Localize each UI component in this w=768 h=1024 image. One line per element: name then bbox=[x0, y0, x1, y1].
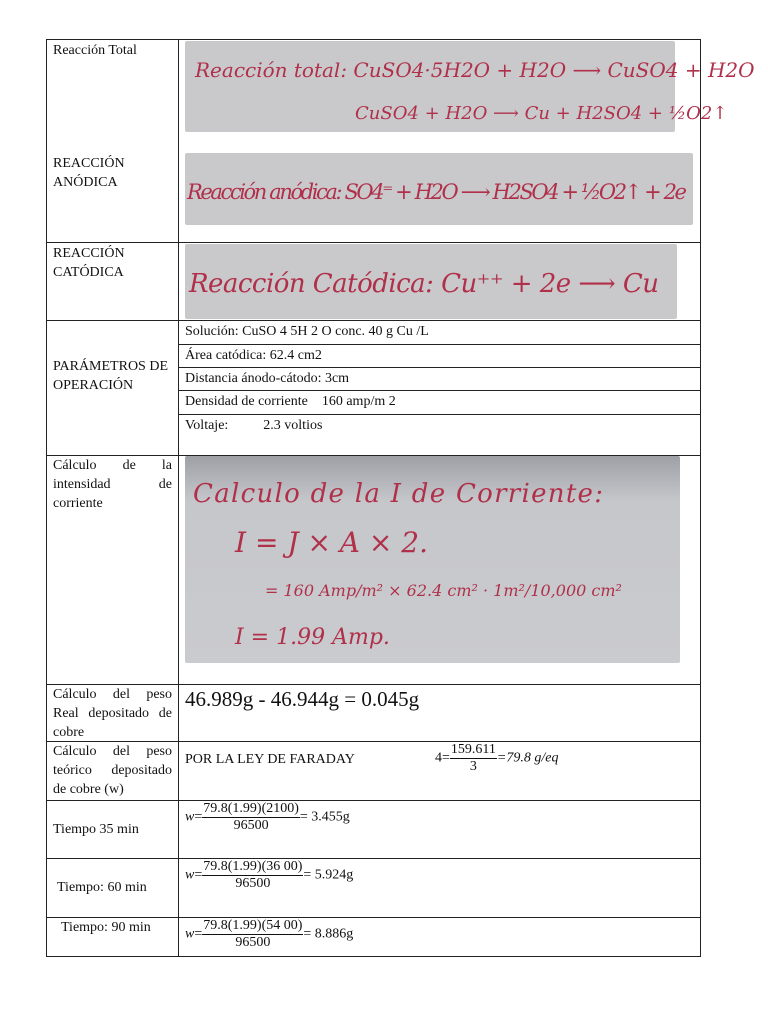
label-text: Tiempo: 90 min bbox=[61, 920, 151, 935]
equivalent-weight-equation: 4= $\frac{159.611}{3}$ =79.8 g/eq bbox=[435, 742, 559, 774]
formula-60: w= $\frac{79.8(1.99)(36 00)}{96500}$ = 5.924g bbox=[185, 859, 354, 891]
handwritten-reaction-cathodic bbox=[185, 244, 677, 319]
eq-rhs: =79.8 g/eq bbox=[496, 750, 559, 766]
row-reaccion-anodica bbox=[47, 148, 700, 243]
formula-denominator: 96500 bbox=[235, 935, 271, 950]
label-text: Cálculo del peso Real depositado de cobre bbox=[53, 687, 172, 740]
eq-numerator: 159.611 bbox=[450, 742, 496, 757]
label-reaccion-anodica bbox=[47, 148, 179, 242]
label-tiempo-60 bbox=[47, 859, 179, 917]
label-intensidad bbox=[47, 456, 179, 684]
param-densidad: Densidad de corriente 160 amp/m 2 bbox=[179, 391, 700, 415]
hw-line-2: CuSO4 + H2O ⟶ Cu + H2SO4 + ½O2↑ bbox=[355, 103, 728, 124]
row-parametros bbox=[47, 321, 700, 456]
cell-tiempo-35 bbox=[179, 801, 700, 858]
hw-line-4: I = 1.99 Amp. bbox=[235, 625, 390, 650]
formula-result: = 3.455g bbox=[299, 809, 350, 825]
results-table bbox=[46, 39, 755, 957]
cell-reaccion-total bbox=[179, 40, 755, 148]
faraday-law-text: POR LA LEY DE FARADAY bbox=[185, 752, 355, 767]
label-tiempo-35 bbox=[47, 801, 179, 858]
cell-peso-teorico bbox=[179, 742, 700, 800]
formula-numerator: 79.8(1.99)(2100) bbox=[203, 801, 299, 816]
formula-result: = 5.924g bbox=[303, 867, 354, 883]
label-peso-real bbox=[47, 685, 179, 741]
cell-reaccion-anodica bbox=[179, 148, 700, 242]
formula-result: = 8.886g bbox=[303, 926, 354, 942]
param-solucion: Solución: CuSO 4 5H 2 O conc. 40 g Cu /L bbox=[179, 321, 700, 345]
hw-line-3: = 160 Amp/m² × 62.4 cm² · 1m²/10,000 cm² bbox=[265, 581, 622, 600]
hw-line-1: Reacción total: CuSO4·5H2O + H2O ⟶ CuSO4 + H2O bbox=[195, 58, 755, 82]
param-voltaje: Voltaje: 2.3 voltios bbox=[185, 418, 323, 433]
cell-reaccion-catodica bbox=[179, 243, 700, 320]
cell-parametros bbox=[179, 321, 700, 455]
cell-intensidad bbox=[179, 456, 700, 684]
label-text: Reacción Total bbox=[53, 43, 137, 58]
hw-line-1: Calculo de la I de Corriente: bbox=[193, 479, 603, 509]
formula-denominator: 96500 bbox=[233, 818, 269, 833]
row-peso-real bbox=[47, 685, 700, 742]
row-tiempo-60 bbox=[47, 859, 700, 918]
eq-lhs: 4 bbox=[435, 750, 442, 766]
cell-tiempo-90 bbox=[179, 918, 700, 956]
label-tiempo-90 bbox=[47, 918, 179, 956]
hw-line: Reacción Catódica: Cu⁺⁺ + 2e ⟶ Cu bbox=[189, 269, 659, 299]
label-text: Tiempo 35 min bbox=[53, 822, 139, 837]
row-peso-teorico bbox=[47, 742, 700, 801]
row-tiempo-35 bbox=[47, 801, 700, 859]
formula-numerator: 79.8(1.99)(54 00) bbox=[203, 918, 303, 933]
label-peso-teorico bbox=[47, 742, 179, 800]
eq-denominator: 3 bbox=[469, 759, 477, 774]
label-text: PARÁMETROS DE OPERACIÓN bbox=[53, 359, 169, 393]
formula-35: w= $\frac{79.8(1.99)(2100)}{96500}$ = 3.455g bbox=[185, 801, 350, 833]
hw-line: Reacción anódica: SO4⁼ + H2O ⟶ H2SO4 + ½O2↑ + 2e bbox=[187, 180, 687, 204]
eq-fraction bbox=[450, 742, 497, 775]
row-intensidad bbox=[47, 456, 700, 685]
param-distancia: Distancia ánodo-cátodo: 3cm bbox=[179, 368, 700, 391]
handwritten-reaction-anodic bbox=[185, 153, 693, 225]
row-reaccion-catodica bbox=[47, 243, 700, 321]
label-text: REACCIÓN CATÓDICA bbox=[53, 246, 125, 280]
label-reaccion-total bbox=[47, 40, 179, 148]
formula-90: w= $\frac{79.8(1.99)(54 00)}{96500}$ = 8.886g bbox=[185, 918, 354, 950]
param-area: Área catódica: 62.4 cm2 bbox=[179, 345, 700, 368]
cell-tiempo-60 bbox=[179, 859, 700, 917]
handwritten-reaction-total bbox=[185, 41, 755, 132]
label-text: REACCIÓN ANÓDICA bbox=[53, 156, 125, 190]
row-tiempo-90 bbox=[47, 918, 700, 956]
label-text: Cálculo de la intensidad de corriente bbox=[53, 458, 172, 511]
label-parametros bbox=[47, 321, 179, 455]
cell-peso-real bbox=[179, 685, 700, 741]
label-text: Cálculo del peso teórico depositado de cobre (w) bbox=[53, 744, 172, 797]
formula-denominator: 96500 bbox=[235, 876, 271, 891]
formula-numerator: 79.8(1.99)(36 00) bbox=[203, 859, 303, 874]
label-reaccion-catodica bbox=[47, 243, 179, 320]
hw-line-2: I = J × A × 2. bbox=[235, 526, 429, 559]
handwritten-current-calculation bbox=[185, 456, 680, 663]
row-reaccion-total bbox=[47, 40, 755, 148]
label-text: Tiempo: 60 min bbox=[57, 880, 147, 895]
peso-real-value: 46.989g - 46.944g = 0.045g bbox=[185, 687, 420, 711]
